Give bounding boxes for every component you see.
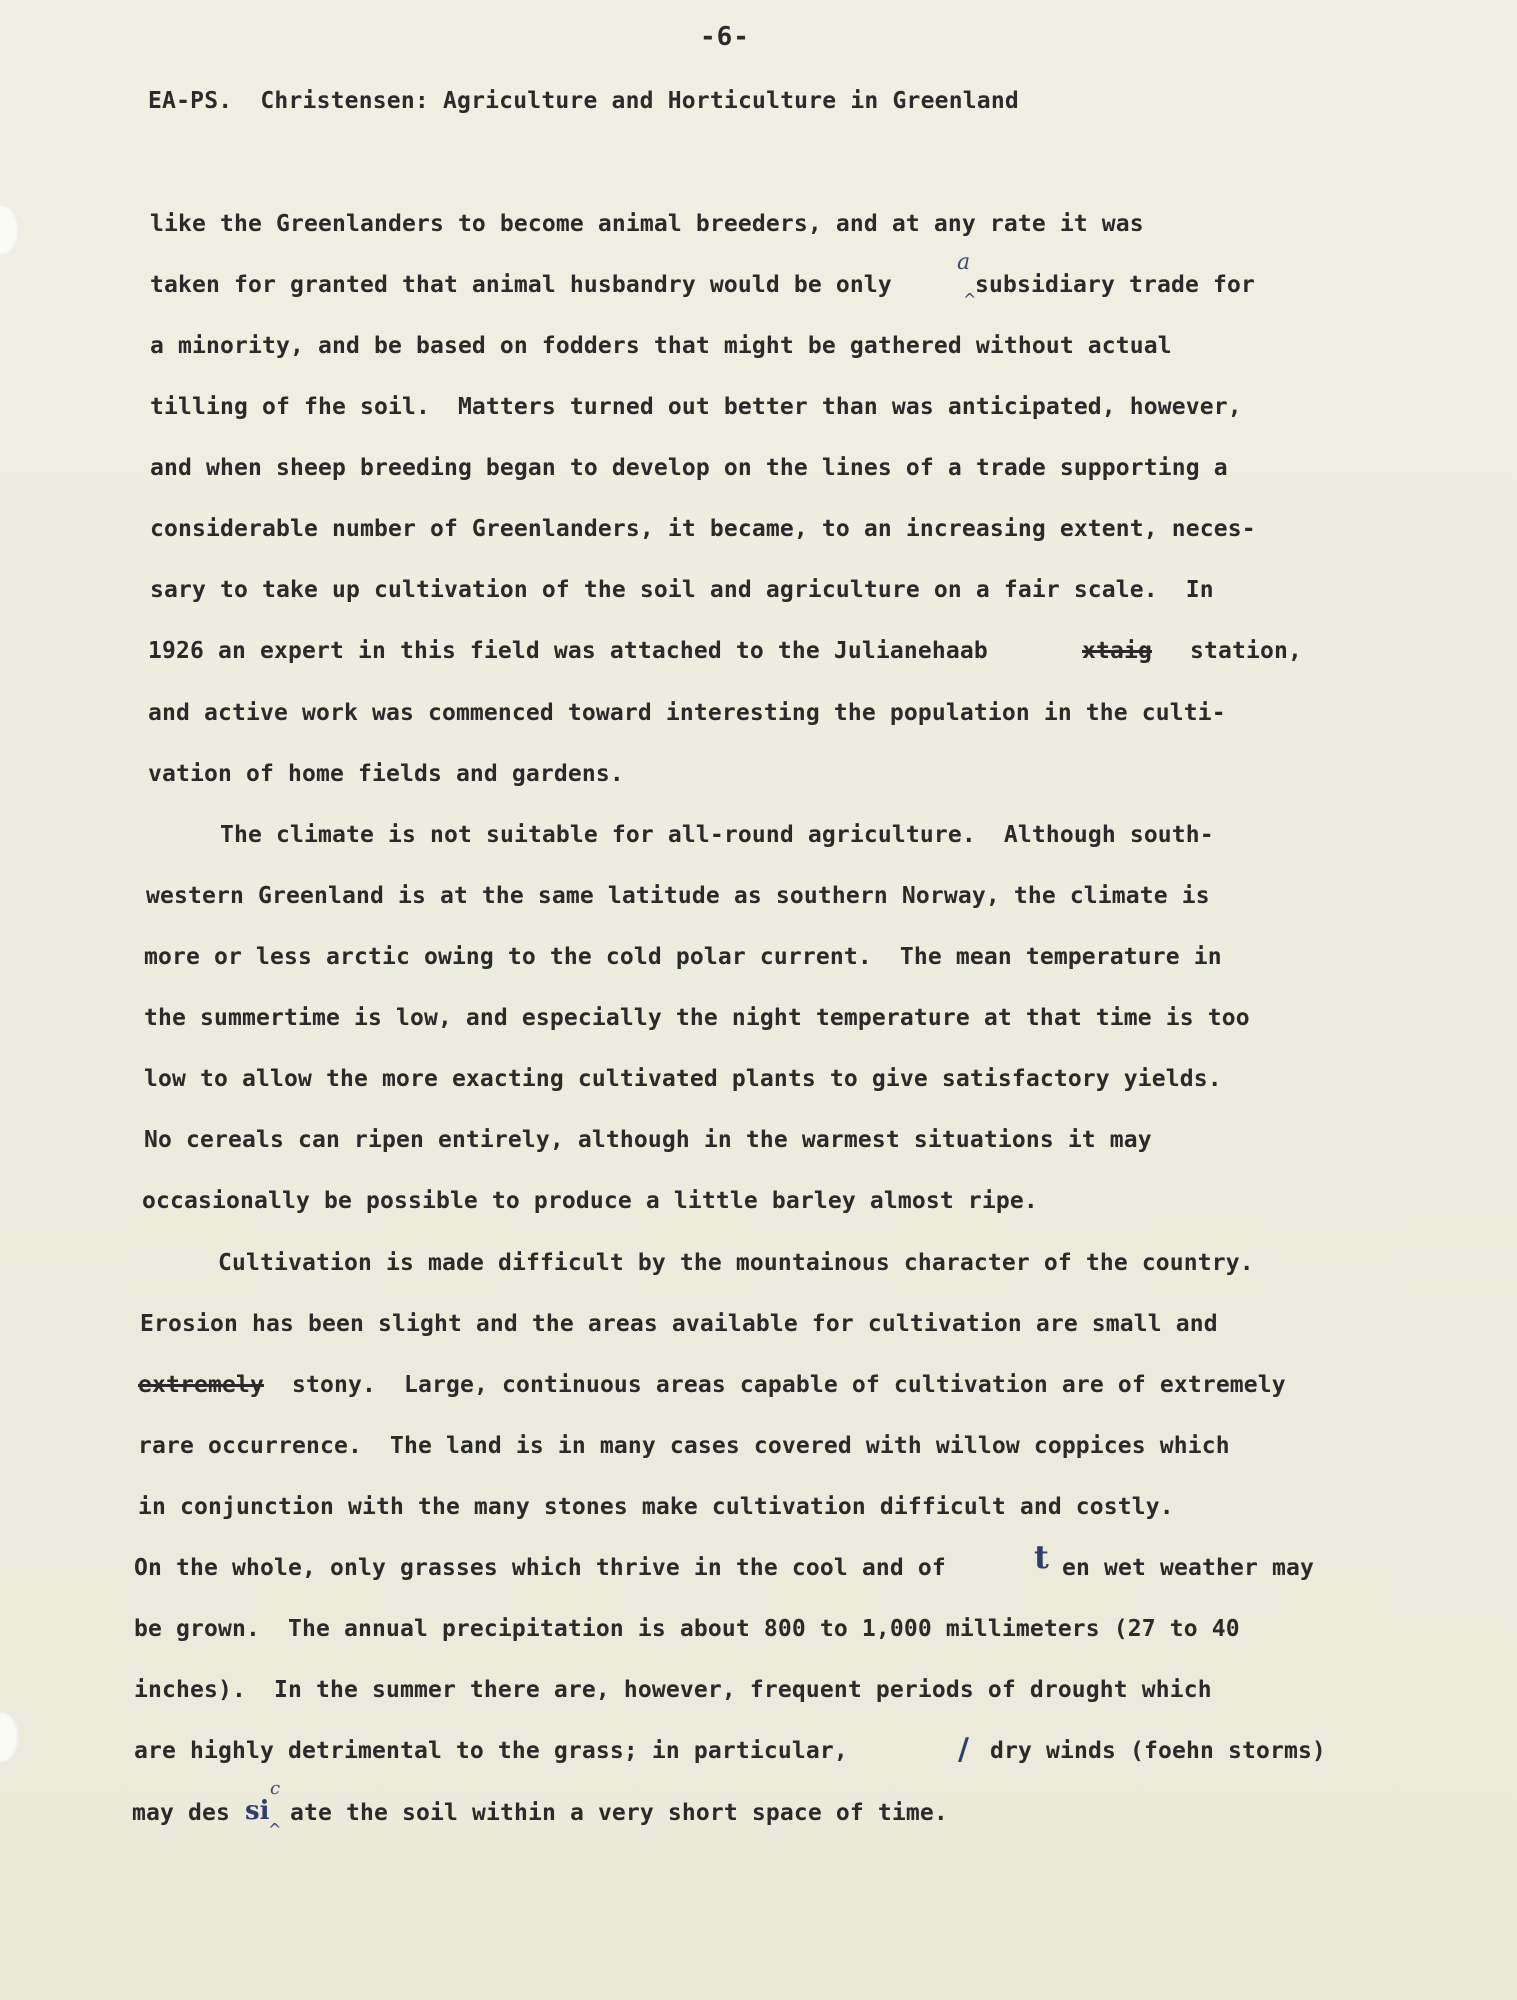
text-line: en wet weather may bbox=[1062, 1555, 1314, 1581]
text-line: are highly detrimental to the grass; in particular, bbox=[134, 1738, 848, 1764]
text-line: in conjunction with the many stones make cultivation difficult and costly. bbox=[138, 1494, 1174, 1520]
text-line: the summertime is low, and especially the night temperature at that time is too bbox=[144, 1005, 1250, 1031]
text-line: station, bbox=[1190, 638, 1302, 664]
text-line: western Greenland is at the same latitude as southern Norway, the climate is bbox=[146, 883, 1210, 909]
text-line: taken for granted that animal husbandry would be only bbox=[150, 272, 892, 298]
text-line: 1926 an expert in this field was attached to the Julianehaab bbox=[148, 638, 988, 664]
text-line: more or less arctic owing to the cold polar current. The mean temperature in bbox=[144, 944, 1222, 970]
text-line: The climate is not suitable for all-round agriculture. Although south- bbox=[220, 822, 1214, 848]
text-line: No cereals can ripen entirely, although in the warmest situations it may bbox=[144, 1127, 1152, 1153]
text-line: like the Greenlanders to become animal breeders, and at any rate it was bbox=[150, 211, 1144, 237]
punch-hole bbox=[0, 205, 20, 255]
text-line: subsidiary trade for bbox=[975, 272, 1255, 298]
text-line: be grown. The annual precipitation is about 800 to 1,000 millimeters (27 to 40 bbox=[134, 1616, 1240, 1642]
struck-word: xtaig bbox=[1082, 638, 1152, 664]
text-line: vation of home fields and gardens. bbox=[148, 761, 624, 787]
text-line: considerable number of Greenlanders, it became, to an increasing extent, neces- bbox=[150, 516, 1256, 542]
text-line: and active work was commenced toward interesting the population in the culti- bbox=[148, 700, 1226, 726]
handwritten-overwrite-si: si bbox=[245, 1796, 270, 1826]
insertion-caret: ^ bbox=[963, 290, 977, 309]
text-line: dry winds (foehn storms) bbox=[990, 1738, 1326, 1764]
text-line: sary to take up cultivation of the soil and agriculture on a fair scale. In bbox=[150, 577, 1214, 603]
text-line: rare occurrence. The land is in many cases covered with willow coppices which bbox=[138, 1433, 1230, 1459]
text-line: stony. Large, continuous areas capable of cultivation are of extremely bbox=[292, 1372, 1286, 1398]
punch-hole bbox=[0, 1712, 20, 1762]
text-line: Cultivation is made difficult by the mountainous character of the country. bbox=[218, 1250, 1254, 1276]
text-line: occasionally be possible to produce a little barley almost ripe. bbox=[142, 1188, 1038, 1214]
handwritten-strike-mark: / bbox=[958, 1732, 969, 1767]
text-line: On the whole, only grasses which thrive in the cool and of bbox=[134, 1555, 946, 1581]
handwritten-insert-a: a bbox=[957, 250, 971, 275]
text-line: low to allow the more exacting cultivated plants to give satisfactory yields. bbox=[144, 1066, 1222, 1092]
text-line: a minority, and be based on fodders that might be gathered without actual bbox=[150, 333, 1172, 359]
handwritten-insert-c: c bbox=[270, 1778, 281, 1799]
text-line: tilling of fhe soil. Matters turned out better than was anticipated, however, bbox=[150, 394, 1242, 420]
text-line: and when sheep breeding began to develop on the lines of a trade supporting a bbox=[150, 455, 1228, 481]
text-line: ate the soil within a very short space of time. bbox=[290, 1800, 948, 1826]
document-header: EA-PS. Christensen: Agriculture and Horticulture in Greenland bbox=[148, 88, 1019, 114]
text-line: may des bbox=[132, 1800, 230, 1826]
struck-word: extremely bbox=[138, 1372, 264, 1398]
handwritten-overwrite-t: t bbox=[1034, 1538, 1049, 1576]
page-number: -6- bbox=[700, 22, 750, 52]
text-line: Erosion has been slight and the areas available for cultivation are small and bbox=[140, 1311, 1218, 1337]
text-line: inches). In the summer there are, however, frequent periods of drought which bbox=[134, 1677, 1212, 1703]
insertion-caret: ^ bbox=[268, 1820, 282, 1839]
